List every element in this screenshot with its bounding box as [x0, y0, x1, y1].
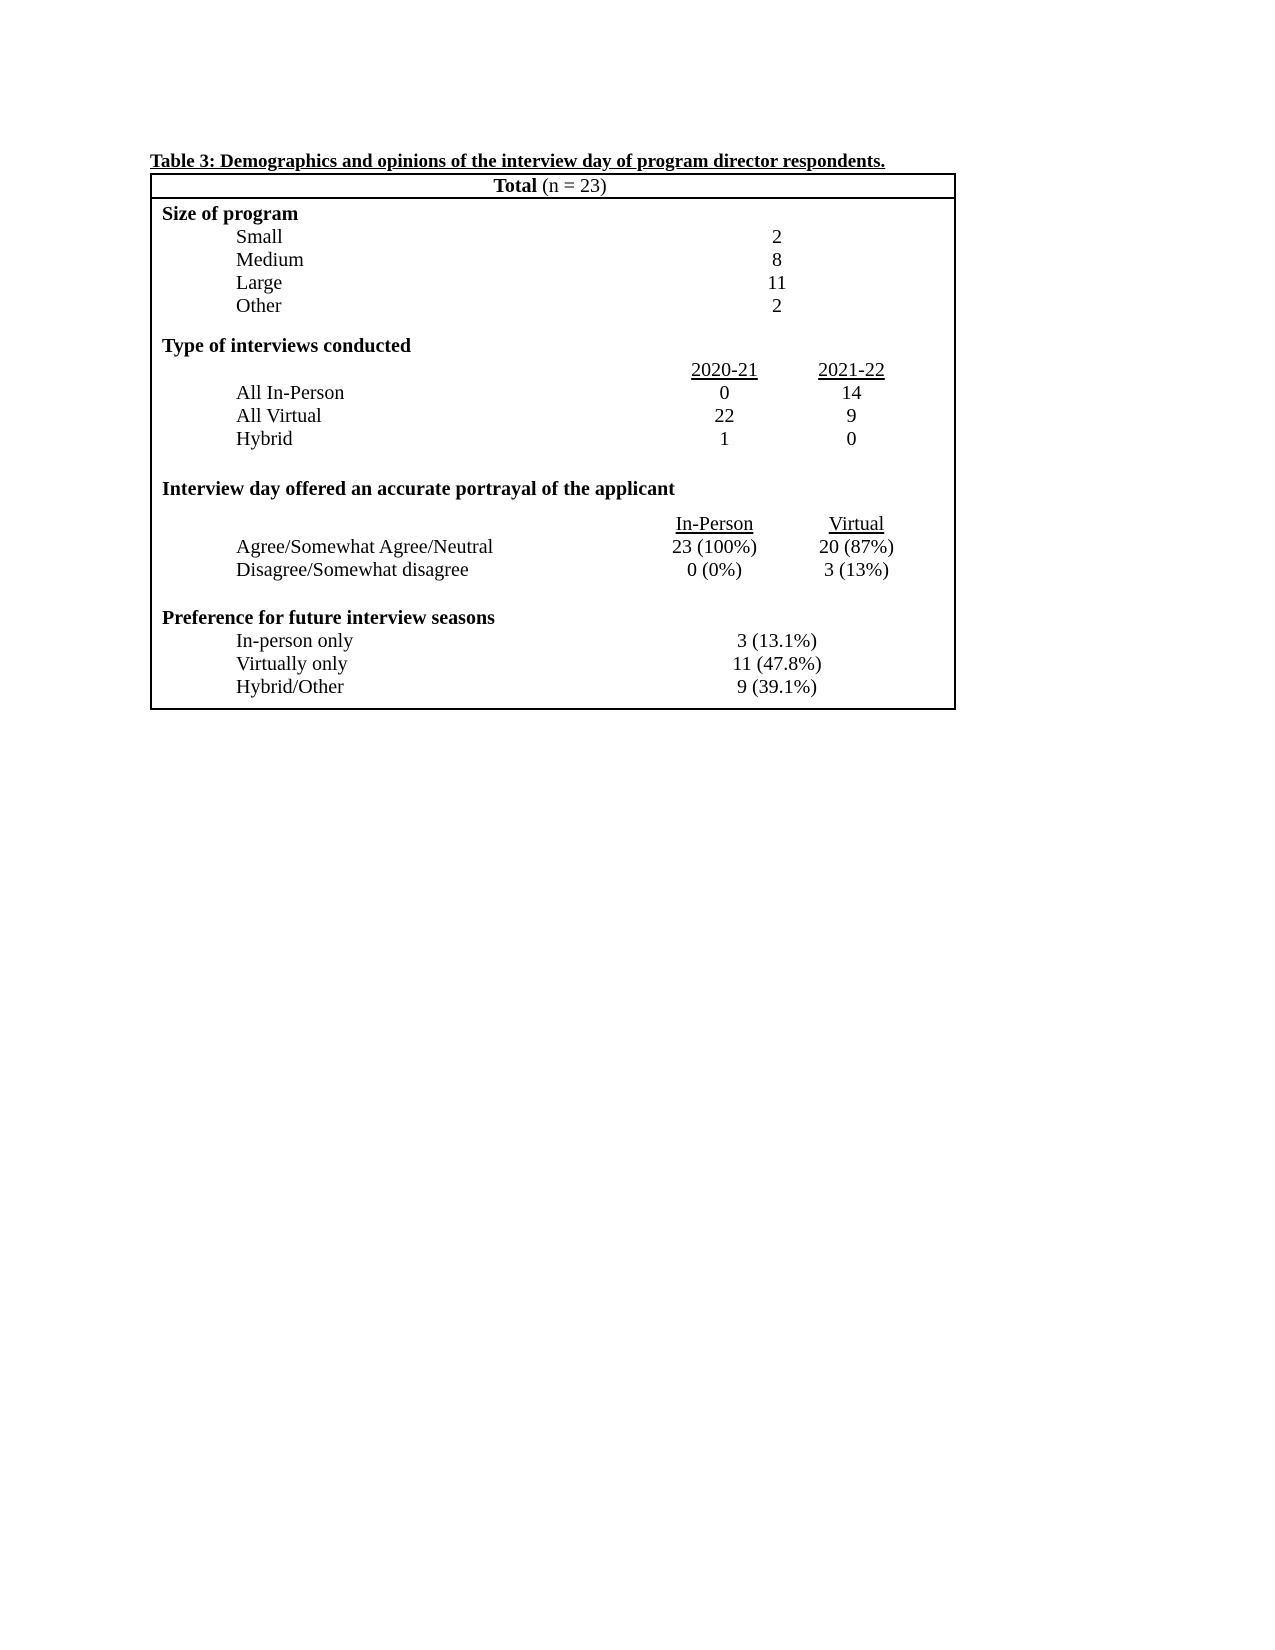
value-hybrid-other: 9 (39.1%)	[737, 676, 817, 698]
table-caption: Table 3: Demographics and opinions of the interview day of program director respondents.	[150, 151, 886, 172]
value-medium: 8	[772, 249, 782, 271]
value-virtually-only: 11 (47.8%)	[732, 653, 822, 675]
row-label-in-person-only: In-person only	[236, 630, 354, 652]
row-label-all-in-person: All In-Person	[236, 382, 345, 404]
data-table	[150, 173, 956, 710]
row-label-hybrid-other: Hybrid/Other	[236, 676, 344, 698]
row-label-other: Other	[236, 295, 282, 317]
section-heading-portrayal: Interview day offered an accurate portrayal of the applicant	[162, 478, 675, 500]
value-virtual-2020-21: 22	[714, 405, 735, 427]
row-label-all-virtual: All Virtual	[236, 405, 322, 427]
value-in-person-2020-21: 0	[719, 382, 730, 404]
col-header-2021-22: 2021-22	[818, 359, 885, 381]
value-virtual-2021-22: 9	[846, 405, 857, 427]
row-label-medium: Medium	[236, 249, 304, 271]
section-heading-size: Size of program	[162, 203, 299, 225]
col-header-in-person: In-Person	[675, 513, 754, 535]
row-label-disagree: Disagree/Somewhat disagree	[236, 559, 469, 581]
value-disagree-in-person: 0 (0%)	[687, 559, 742, 581]
value-small: 2	[772, 226, 782, 248]
section-heading-interview-type: Type of interviews conducted	[162, 335, 412, 357]
value-in-person-2021-22: 14	[841, 382, 862, 404]
col-header-2020-21: 2020-21	[691, 359, 758, 381]
section-heading-preference: Preference for future interview seasons	[162, 607, 495, 629]
total-label: Total	[493, 175, 538, 197]
value-disagree-virtual: 3 (13%)	[824, 559, 889, 581]
row-label-virtually-only: Virtually only	[236, 653, 348, 675]
value-large: 11	[767, 272, 787, 294]
sample-size-label: (n = 23)	[542, 175, 607, 197]
row-label-large: Large	[236, 272, 283, 294]
header-divider	[152, 197, 954, 199]
value-hybrid-2021-22: 0	[846, 428, 857, 450]
value-hybrid-2020-21: 1	[719, 428, 730, 450]
row-label-agree: Agree/Somewhat Agree/Neutral	[236, 536, 494, 558]
col-header-virtual: Virtual	[828, 513, 885, 535]
row-label-small: Small	[236, 226, 283, 248]
value-agree-in-person: 23 (100%)	[672, 536, 757, 558]
row-label-hybrid: Hybrid	[236, 428, 293, 450]
value-agree-virtual: 20 (87%)	[819, 536, 894, 558]
value-in-person-only: 3 (13.1%)	[737, 630, 817, 652]
table-header	[152, 175, 948, 197]
value-other: 2	[772, 295, 782, 317]
